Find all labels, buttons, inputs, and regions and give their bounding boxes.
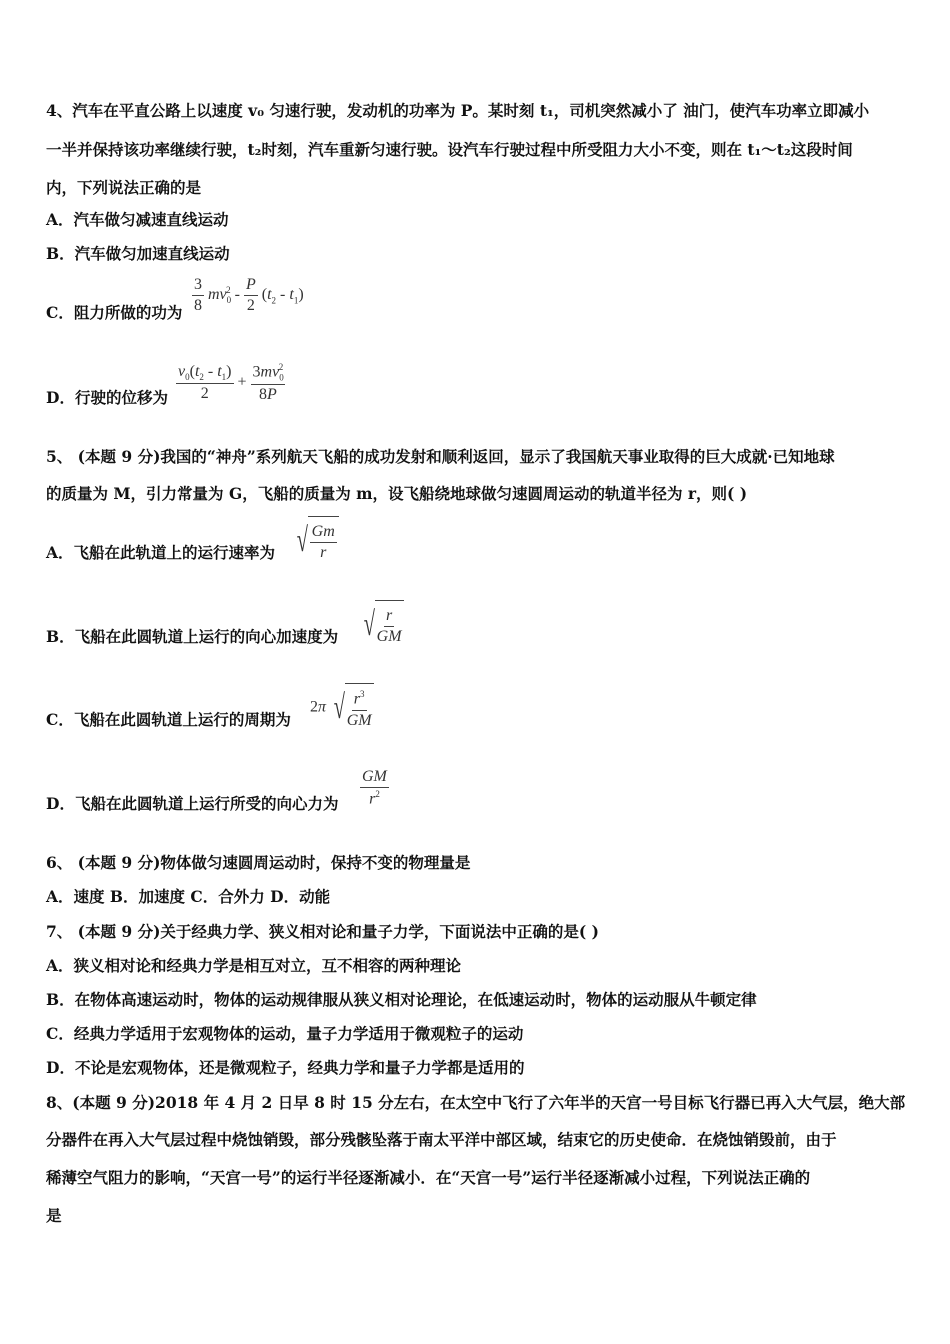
q8-stem-line1: 8、(本题 9 分)2018 年 4 月 2 日早 8 时 15 分左右，在太空中飞行了六年半的天宫一号目标飞行器已再入大气层，绝大部 — [46, 1093, 906, 1112]
q5c-formula: 2π √ $\frac{r^3}{GM}$ — [310, 683, 374, 733]
q4-option-d: D．行驶的位移为 — [46, 388, 168, 407]
q5a-formula: √ $\frac{Gm}{r}$ — [293, 516, 339, 566]
q4d-formula: $\frac{v_0(t_2 - t_1)}{2}$ + $\frac{3mv_0^2}{8P}$ — [178, 362, 284, 403]
q5-stem-line2: 的质量为 M，引力常量为 G，飞船的质量为 m，设飞船绕地球做匀速圆周运动的轨道半径为 r，则( ) — [46, 484, 748, 503]
q5b-formula: √ $\frac{r}{GM}$ — [360, 600, 404, 650]
q4-option-b: B．汽车做匀加速直线运动 — [46, 244, 230, 263]
q6-stem: 6、 (本题 9 分)物体做匀速圆周运动时，保持不变的物理量是 — [46, 853, 471, 872]
q5d-formula: $\frac{GM}{r^2}$ — [362, 768, 387, 808]
q5-option-b: B．飞船在此圆轨道上运行的向心加速度为 — [46, 627, 339, 646]
q7-option-b: B．在物体高速运动时，物体的运动规律服从狭义相对论理论，在低速运动时，物体的运动服从牛顿定律 — [46, 990, 757, 1009]
q4-stem-line3: 内，下列说法正确的是 — [46, 178, 202, 197]
q6-options: A．速度 B．加速度 C．合外力 D．动能 — [46, 887, 331, 906]
q7-option-a: A．狭义相对论和经典力学是相互对立，互不相容的两种理论 — [46, 956, 462, 975]
q8-stem-line2: 分器件在再入大气层过程中烧蚀销毁，部分残骸坠落于南太平洋中部区域，结束它的历史使命．在烧蚀销毁前，由于 — [46, 1130, 837, 1149]
q7-option-c: C．经典力学适用于宏观物体的运动，量子力学适用于微观粒子的运动 — [46, 1024, 524, 1043]
q4-stem-line2: 一半并保持该功率继续行驶，t₂时刻，汽车重新匀速行驶。设汽车行驶过程中所受阻力大小不变，则在 t₁～t₂这段时间 — [46, 140, 853, 159]
q5-stem-line1: 5、 (本题 9 分)我国的“神舟”系列航天飞船的成功发射和顺利返回，显示了我国航天事业取得的巨大成就·已知地球 — [46, 447, 835, 466]
q7-stem: 7、 (本题 9 分)关于经典力学、狭义相对论和量子力学，下面说法中正确的是( ) — [46, 922, 599, 941]
q4-stem-line1: 4、汽车在平直公路上以速度 v₀ 匀速行驶，发动机的功率为 P。某时刻 t₁，司机突然减小了 油门，使汽车功率立即减小 — [46, 101, 870, 120]
q4-option-c: C．阻力所做的功为 — [46, 303, 183, 322]
q5-option-d: D．飞船在此圆轨道上运行所受的向心力为 — [46, 794, 339, 813]
q4-option-a: A．汽车做匀减速直线运动 — [46, 210, 229, 229]
q8-stem-line4: 是 — [46, 1206, 62, 1225]
q7-option-d: D．不论是宏观物体，还是微观粒子，经典力学和量子力学都是适用的 — [46, 1058, 525, 1077]
q8-stem-line3: 稀薄空气阻力的影响，“天宫一号”的运行半径逐渐减小．在“天宫一号”运行半径逐渐减小过程，下列说法正确的 — [46, 1168, 811, 1187]
q5-option-c: C．飞船在此圆轨道上运行的周期为 — [46, 710, 291, 729]
q5-option-a: A．飞船在此轨道上的运行速率为 — [46, 543, 276, 562]
q4c-formula: $\frac{3}{8}$ $mv_0^2$ - $\frac{P}{2}$ $(t_2 - t_1)$ — [194, 276, 304, 314]
